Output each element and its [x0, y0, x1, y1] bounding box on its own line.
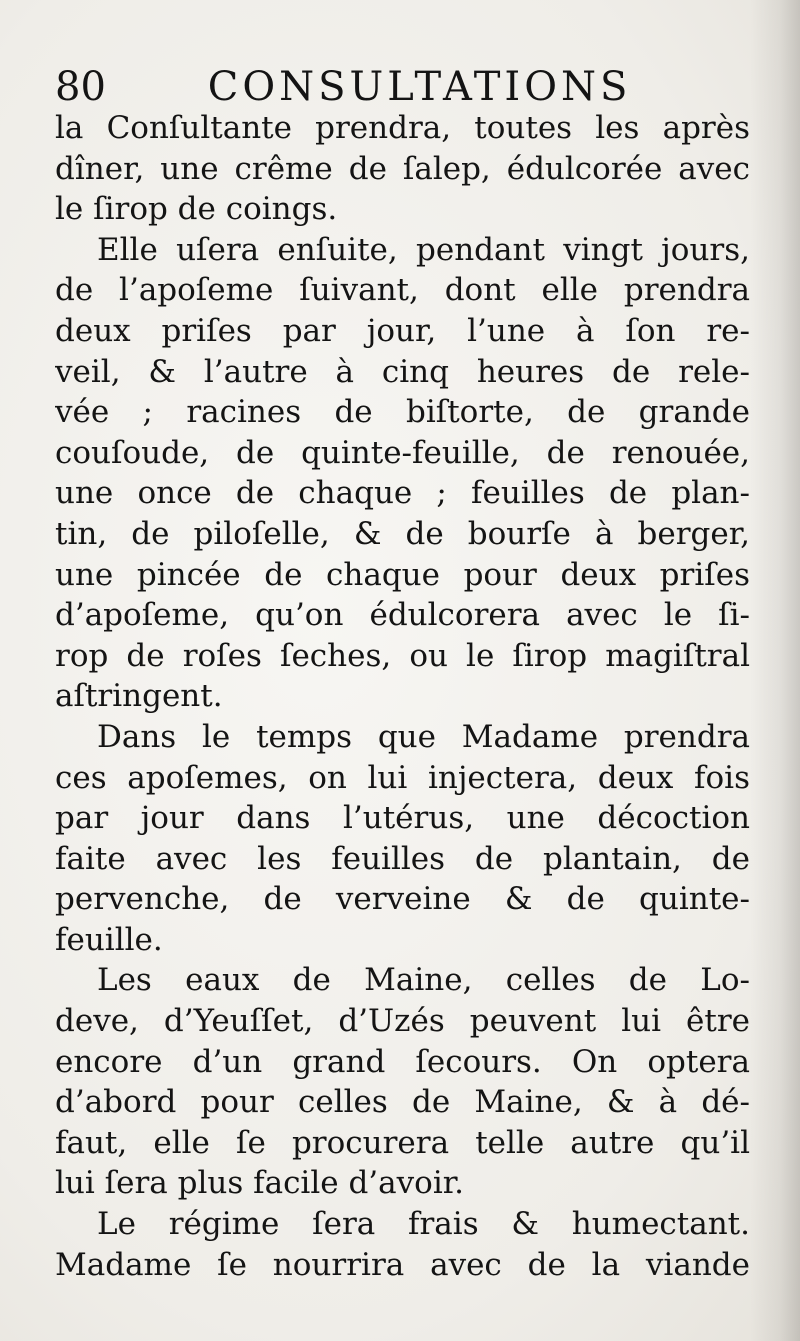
text-line: feuille. — [55, 921, 163, 958]
page-edge-shadow — [750, 0, 800, 1341]
text-line: rop de roſes ſeches, ou le ſirop magiſtral — [55, 637, 750, 674]
text-line: une once de chaque ; feuilles de plan- — [55, 475, 750, 512]
text-line: pervenche, de verveine & de quinte- — [55, 881, 750, 918]
text-line: tin, de piloſelle, & de bourſe à berger, — [55, 515, 750, 552]
text-line: par jour dans l’utérus, une décoction — [55, 800, 750, 837]
text-line: couſoude, de quinte-feuille, de renouée, — [55, 434, 750, 471]
text-line: encore d’un grand ſecours. On optera — [55, 1043, 750, 1080]
text-line: aſtringent. — [55, 678, 223, 715]
text-line: d’abord pour celles de Maine, & à dé- — [55, 1084, 750, 1121]
text-line: faite avec les feuilles de plantain, de — [55, 840, 750, 877]
text-line: vée ; racines de biſtorte, de grande — [55, 394, 750, 431]
text-line: lui ſera plus facile d’avoir. — [55, 1165, 464, 1202]
text-line: faut, elle ſe procurera telle autre qu’il — [55, 1124, 750, 1161]
running-title: CONSULTATIONS — [207, 64, 632, 110]
body-text — [55, 108, 750, 1285]
text-line: Dans le temps que Madame prendra — [97, 718, 750, 755]
text-line: Les eaux de Maine, celles de Lo- — [97, 962, 750, 999]
text-line: veil, & l’autre à cinq heures de rele- — [55, 353, 750, 390]
text-line: dîner, une crême de ſalep, édulcorée avec — [55, 150, 750, 187]
text-line: deve, d’Yeuſſet, d’Uzés peuvent lui être — [55, 1003, 750, 1040]
text-line: deux priſes par jour, l’une à ſon re- — [55, 312, 750, 349]
text-line: Elle uſera enſuite, pendant vingt jours, — [97, 231, 750, 268]
text-line: une pincée de chaque pour deux priſes — [55, 556, 750, 593]
text-line: d’apoſeme, qu’on édulcorera avec le ſi- — [55, 597, 750, 634]
text-line: Madame ſe nourrira avec de la viande — [55, 1246, 750, 1283]
page-number: 80 — [55, 64, 106, 110]
text-line: le ſirop de coings. — [55, 191, 338, 228]
text-line: Le régime ſera frais & humectant. — [97, 1206, 750, 1243]
text-line: de l’apoſeme ſuivant, dont elle prendra — [55, 272, 750, 309]
text-line: la Conſultante prendra, toutes les après — [55, 110, 750, 146]
text-line: ces apoſemes, on lui injectera, deux fois — [55, 759, 750, 796]
running-head — [55, 62, 755, 112]
